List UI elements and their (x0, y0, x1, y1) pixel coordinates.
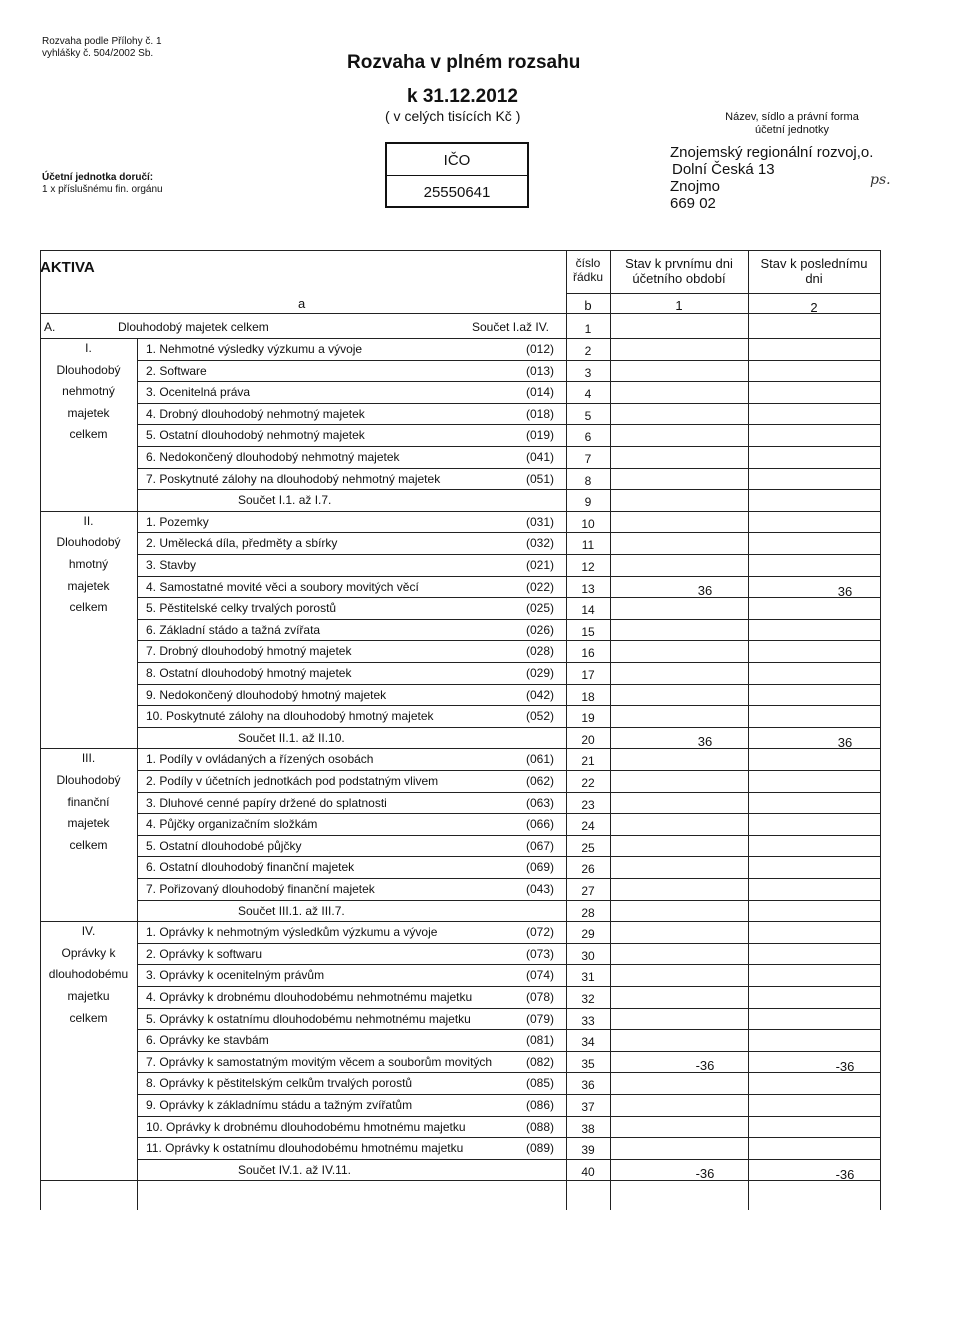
entity-address (670, 144, 873, 212)
row-number: 11 (581, 538, 595, 553)
row-rule (137, 813, 880, 814)
col-header-end-2: dni (805, 271, 823, 286)
row-label: 4. Drobný dlouhodobý nehmotný majetek (146, 406, 365, 421)
row-label: 8. Ostatní dlouhodobý hmotný majetek (146, 666, 352, 680)
row-account-code: (078) (526, 990, 555, 1004)
row-label: 6. Základní stádo a tažná zvířata (146, 622, 321, 637)
row-number: 23 (581, 797, 595, 812)
group-roman: II. (83, 513, 94, 528)
entity-name: Znojemský regionální rozvoj,o. (670, 144, 874, 161)
document-title: Rozvaha v plném rozsahu (347, 52, 581, 73)
row-rule (137, 1008, 880, 1009)
row-number: 17 (581, 668, 595, 682)
row-rule (137, 727, 880, 728)
key-a: a (298, 296, 306, 311)
row-rule (137, 424, 880, 425)
group-caption-line: celkem (69, 837, 108, 852)
row-rule (137, 446, 880, 447)
row-rule (137, 554, 880, 555)
row-label: 6. Oprávky ke stavbám (146, 1033, 269, 1048)
row-account-code: (014) (526, 385, 555, 400)
rule-col-1 (610, 250, 611, 1210)
row-label: 11. Oprávky k ostatnímu dlouhodobému hmotnému majetku (146, 1141, 464, 1156)
total-label-a: A. (44, 320, 56, 334)
row-label: 7. Oprávky k samostatným movitým věcem a souborům movitých (146, 1054, 493, 1069)
row-account-code: (043) (526, 882, 555, 896)
row-number: 25 (581, 840, 595, 855)
row-account-code: (079) (526, 1011, 555, 1026)
group-caption-line: nehmotný (62, 384, 115, 399)
key-2: 2 (810, 300, 818, 315)
row-account-code: (021) (526, 558, 555, 572)
row-rule (137, 1029, 880, 1030)
row-rule (137, 1051, 880, 1052)
row-rule (137, 360, 880, 361)
row-label: 6. Ostatní dlouhodobý finanční majetek (146, 860, 355, 875)
row-account-code: (081) (526, 1033, 555, 1048)
group-caption-line: majetek (67, 816, 110, 831)
row-number: 36 (581, 1078, 595, 1093)
row-number: 20 (581, 732, 595, 747)
entity-label-line-2: účetní jednotky (755, 124, 829, 136)
row-number: 35 (581, 1056, 595, 1071)
group-caption-line: dlouhodobému (48, 967, 129, 982)
row-label: 4. Půjčky organizačním složkám (146, 817, 318, 832)
row-account-code: (042) (526, 687, 555, 702)
row-number: 39 (581, 1143, 595, 1158)
entity-label-line-1: Název, sídlo a právní forma (725, 111, 859, 123)
row-number: 21 (581, 754, 595, 769)
ico-label: IČO (443, 152, 471, 169)
sum-row-label: Součet III.1. až III.7. (238, 903, 345, 918)
row-label: 4. Samostatné movité věci a soubory movitých věcí (146, 579, 419, 594)
group-caption-line: Dlouhodobý (56, 362, 121, 377)
row-label: 5. Pěstitelské celky trvalých porostů (146, 601, 337, 616)
row-rule (137, 964, 880, 965)
row-label: 2. Software (146, 363, 207, 378)
row-account-code: (022) (526, 579, 555, 594)
row-label: 7. Drobný dlouhodobý hmotný majetek (146, 644, 352, 659)
ico-value: 25550641 (423, 184, 491, 201)
row-rule (40, 1180, 880, 1181)
handwritten-initials: ps. (870, 172, 891, 188)
row-rule (137, 770, 880, 771)
row-label: 1. Oprávky k nehmotným výsledkům výzkumu a vývoje (146, 925, 438, 940)
row-number: 32 (581, 992, 595, 1006)
row-label: 3. Dluhové cenné papíry držené do splatnosti (146, 795, 387, 810)
row-account-code: (074) (526, 968, 555, 983)
row-number: 14 (581, 603, 595, 618)
row-number: 29 (581, 927, 595, 942)
col-header-start-1: Stav k prvnímu dni (625, 256, 733, 271)
row-account-code: (028) (526, 644, 555, 659)
row-number: 3 (584, 365, 592, 380)
row-number: 7 (584, 452, 592, 466)
row-rule (137, 597, 880, 598)
row-value-start: -36 (695, 1165, 715, 1181)
col-header-end-1: Stav k poslednímu (760, 256, 868, 271)
row-number: 6 (584, 430, 592, 445)
group-caption-line: Dlouhodobý (56, 535, 121, 550)
sum-row-label: Součet I.1. až I.7. (238, 493, 332, 508)
row-label: 3. Oprávky k ocenitelným právům (146, 968, 325, 983)
group-label (40, 338, 137, 446)
row-number: 8 (584, 473, 592, 488)
row-label: 8. Oprávky k pěstitelským celkům trvalých porostů (146, 1076, 413, 1091)
row-rule (137, 403, 880, 404)
group-caption-line: celkem (69, 1010, 108, 1025)
row-label: 7. Pořizovaný dlouhodobý finanční majetek (146, 882, 375, 896)
col-header-row-number (566, 256, 610, 284)
group-caption-line: Dlouhodobý (56, 772, 121, 787)
col-header-row-number-1: číslo (575, 256, 601, 270)
row-label: 2. Umělecká díla, předměty a sbírky (146, 536, 338, 551)
row-number: 37 (581, 1100, 595, 1114)
row-label: 1. Nehmotné výsledky výzkumu a vývoje (146, 342, 363, 356)
group-roman: I. (85, 341, 92, 355)
sum-row-label: Součet IV.1. až IV.11. (238, 1162, 351, 1177)
row-account-code: (066) (526, 817, 555, 832)
regulation-line-2: vyhlášky č. 504/2002 Sb. (42, 48, 154, 59)
row-value-end: 36 (837, 583, 853, 599)
row-number: 24 (581, 819, 595, 834)
group-label (40, 511, 137, 619)
rule-total (40, 338, 880, 339)
units-note: ( v celých tisících Kč ) (385, 108, 521, 124)
group-caption-line: finanční (67, 794, 110, 809)
row-number: 15 (581, 624, 595, 639)
delivery-value: 1 x příslušnému fin. orgánu (42, 184, 163, 195)
row-value-end: 36 (837, 734, 853, 750)
row-account-code: (018) (526, 406, 555, 421)
row-number: 30 (581, 948, 595, 963)
row-account-code: (031) (526, 514, 555, 529)
total-label-text: Dlouhodobý majetek celkem (118, 320, 269, 334)
row-number: 19 (581, 711, 595, 726)
row-rule (40, 511, 880, 512)
row-account-code: (061) (526, 752, 555, 767)
row-label: 6. Nedokončený dlouhodobý nehmotný majetek (146, 450, 400, 464)
col-header-start-2: účetního období (632, 271, 726, 286)
row-number: 22 (581, 776, 595, 790)
group-caption-line: celkem (69, 427, 108, 442)
col-header-end (748, 256, 880, 286)
row-value-start: 36 (697, 582, 713, 598)
total-label-sum: Součet I.až IV. (472, 320, 549, 334)
row-account-code: (072) (526, 925, 555, 940)
section-title: AKTIVA (40, 259, 95, 276)
group-caption-line: hmotný (68, 556, 109, 571)
regulation-line-1: Rozvaha podle Přílohy č. 1 (42, 36, 162, 47)
row-account-code: (085) (526, 1076, 555, 1091)
row-label: 10. Oprávky k drobnému dlouhodobému hmotnému majetku (146, 1119, 466, 1134)
row-account-code: (063) (526, 795, 555, 810)
group-roman: IV. (81, 924, 96, 939)
row-number: 27 (581, 884, 595, 898)
entity-label (702, 111, 882, 137)
row-label: 3. Ocenitelná práva (146, 385, 251, 400)
balance-date: k 31.12.2012 (407, 86, 518, 107)
row-value-start: -36 (695, 1057, 715, 1073)
row-label: 4. Oprávky k drobnému dlouhodobému nehmotnému majetku (146, 990, 473, 1004)
row-account-code: (082) (526, 1054, 555, 1069)
row-rule (40, 921, 880, 922)
group-caption-line: majetek (67, 578, 110, 593)
row-rule (137, 1072, 880, 1073)
group-caption-line: celkem (69, 600, 108, 615)
group-label (40, 921, 137, 1029)
row-label: 2. Podíly v účetních jednotkách pod podstatným vlivem (146, 774, 439, 788)
row-number: 33 (581, 1013, 595, 1028)
row-number: 4 (584, 387, 592, 402)
row-label: 5. Ostatní dlouhodobé půjčky (146, 838, 302, 853)
row-label: 5. Oprávky k ostatnímu dlouhodobému nehmotnému majetku (146, 1011, 471, 1026)
delivery-label: Účetní jednotka doručí: (42, 172, 154, 183)
rule-key (40, 313, 880, 314)
group-caption-line: majetek (67, 405, 110, 420)
row-account-code: (019) (526, 428, 555, 443)
row-rule (137, 792, 880, 793)
row-number: 10 (581, 516, 595, 531)
row-rule (137, 705, 880, 706)
entity-zip: 669 02 (670, 195, 716, 212)
row-rule (137, 943, 880, 944)
row-label: 2. Oprávky k softwaru (146, 946, 263, 961)
row-rule (137, 532, 880, 533)
entity-city: Znojmo (670, 178, 721, 195)
row-rule (137, 1094, 880, 1095)
entity-street: Dolní Česká 13 (672, 161, 775, 178)
row-rule (137, 489, 880, 490)
delivery-note (42, 172, 163, 196)
row-account-code: (067) (526, 838, 555, 853)
row-account-code: (051) (526, 471, 555, 486)
row-value-start: 36 (697, 733, 713, 749)
row-rule (137, 835, 880, 836)
row-account-code: (029) (526, 666, 555, 680)
row-rule (40, 748, 880, 749)
row-number: 18 (581, 689, 595, 704)
row-number: 38 (581, 1121, 595, 1136)
row-rule (137, 640, 880, 641)
total-row-number: 1 (584, 322, 592, 336)
row-account-code: (073) (526, 946, 555, 961)
row-number: 34 (581, 1035, 595, 1050)
row-label: 10. Poskytnuté zálohy na dlouhodobý hmotný majetek (146, 709, 434, 724)
row-number: 40 (581, 1164, 595, 1179)
ico-divider (387, 175, 527, 176)
group-caption-line: majetku (67, 988, 110, 1003)
row-rule (137, 856, 880, 857)
row-account-code: (013) (526, 363, 555, 378)
row-rule (137, 684, 880, 685)
row-account-code: (041) (526, 450, 555, 464)
row-rule (137, 662, 880, 663)
key-b: b (584, 298, 592, 313)
row-account-code: (052) (526, 709, 555, 724)
key-1: 1 (675, 298, 683, 313)
ico-box (385, 142, 529, 208)
row-value-end: -36 (835, 1166, 855, 1182)
row-account-code: (032) (526, 536, 555, 551)
regulation-note (42, 36, 162, 60)
col-header-row-number-2: řádku (572, 270, 604, 284)
row-account-code: (026) (526, 622, 555, 637)
row-rule (137, 1116, 880, 1117)
row-account-code: (089) (526, 1141, 555, 1156)
row-account-code: (062) (526, 774, 555, 788)
row-number: 26 (581, 862, 595, 877)
row-number: 5 (584, 408, 592, 423)
row-label: 1. Podíly v ovládaných a řízených osobách (146, 752, 374, 767)
row-account-code: (069) (526, 860, 555, 875)
row-number: 28 (581, 905, 595, 920)
row-account-code: (012) (526, 342, 555, 356)
row-rule (137, 381, 880, 382)
row-label: 9. Nedokončený dlouhodobý hmotný majetek (146, 687, 387, 702)
rule-group (137, 338, 138, 1210)
col-header-start (610, 256, 748, 286)
row-number: 12 (581, 560, 595, 574)
row-value-end: -36 (835, 1058, 855, 1074)
row-rule (137, 900, 880, 901)
row-number: 13 (581, 581, 595, 596)
row-number: 2 (584, 344, 592, 358)
row-label: 5. Ostatní dlouhodobý nehmotný majetek (146, 428, 365, 443)
row-rule (137, 1137, 880, 1138)
row-account-code: (088) (526, 1119, 555, 1134)
rule-top (40, 250, 880, 251)
row-rule (137, 619, 880, 620)
row-rule (137, 468, 880, 469)
row-number: 31 (581, 970, 595, 985)
row-number: 9 (584, 495, 592, 510)
row-account-code: (025) (526, 601, 555, 616)
row-account-code: (086) (526, 1098, 555, 1112)
row-rule (137, 1159, 880, 1160)
group-roman: III. (81, 751, 96, 766)
row-rule (137, 986, 880, 987)
row-label: 7. Poskytnuté zálohy na dlouhodobý nehmotný majetek (146, 471, 441, 486)
sum-row-label: Součet II.1. až II.10. (238, 730, 345, 745)
group-caption-line: Oprávky k (61, 945, 116, 960)
row-rule (137, 878, 880, 879)
row-label: 9. Oprávky k základnímu stádu a tažným zvířatům (146, 1098, 413, 1112)
group-label (40, 748, 137, 856)
row-rule (137, 576, 880, 577)
rule-col-header (566, 293, 880, 294)
row-label: 3. Stavby (146, 558, 197, 572)
row-number: 16 (581, 646, 595, 661)
row-label: 1. Pozemky (146, 514, 209, 529)
